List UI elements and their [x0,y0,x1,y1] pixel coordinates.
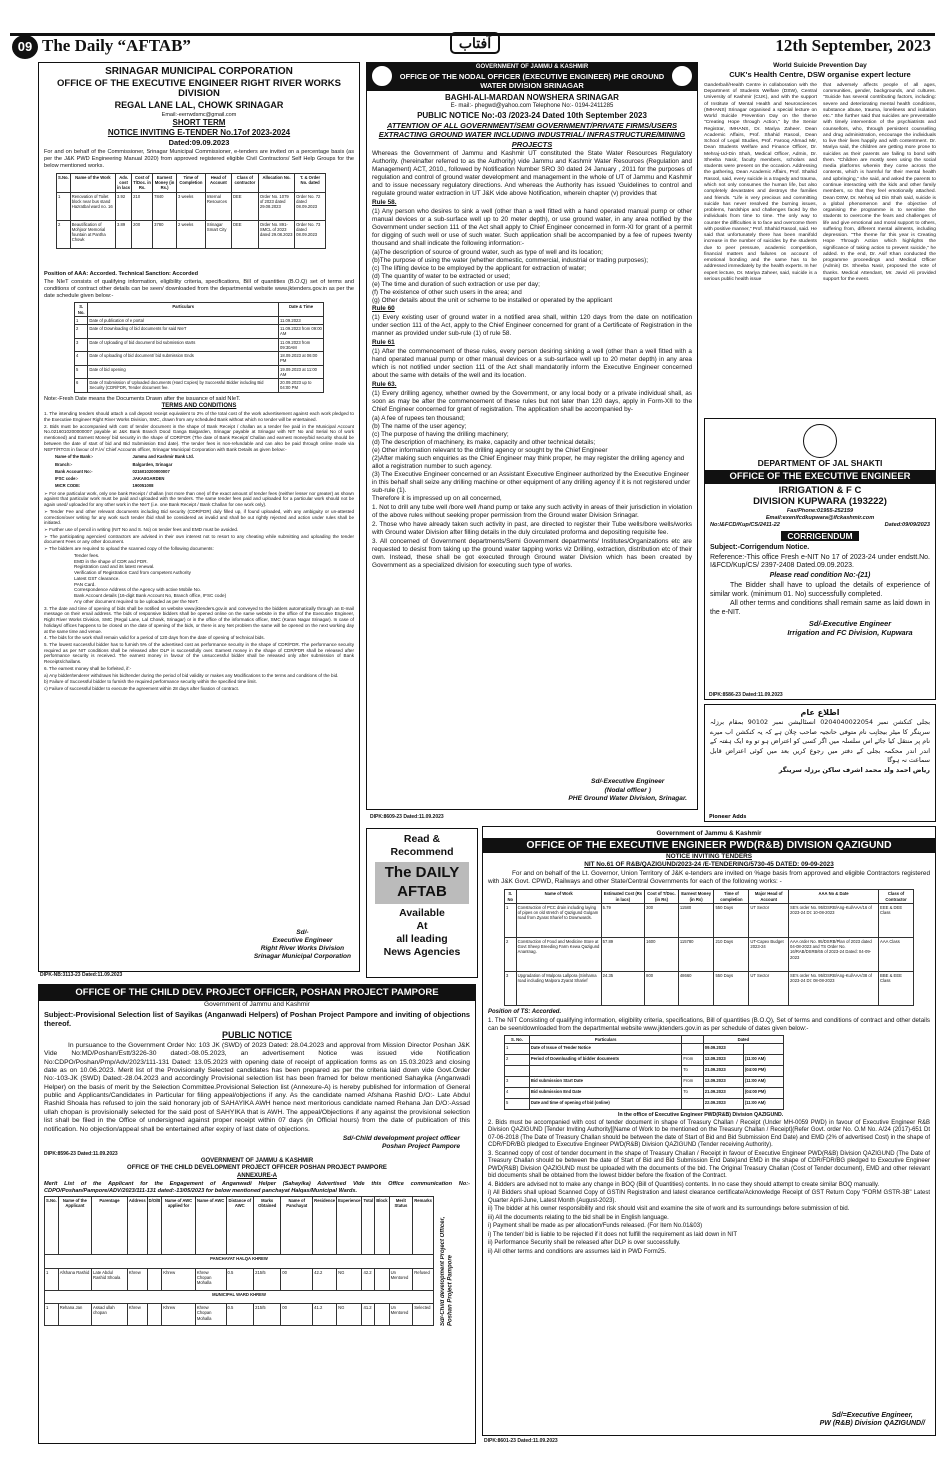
list-item: 3. Scanned copy of cost of tender document in the shape of Treasury Challan / Receipt in favour of Executive Engineer PWD(R&B) Division QAZIGUND (The Date of Treasury Challan should be between the date of Start of Bid and Bid Submission End Date)and EMD in the shape of CDR/FDR/BG pledged to Executive Engineer PWD(R&B) Division QAZIGUND must be uploaded with the documents of the bid. The Original Treasury Challan (Cost of Tender document), EMD and other relevant bid documents shall be obtained from the lowest bidder before the fixation of the Contract. [488,1150,930,1179]
phe-attention: ATTENTION OF ALL GOVERNMENT/SEMI GOVERNMENT/PRIVATE FIRMS/USERS EXTRACTING GROUND WATER INCLUDING INDUSTRIAL/ INFRASTRUCTURE/MINING PROJECTS [378,120,686,149]
promo-line: Read & [403,833,441,845]
table-row: 5 Date of bid opening 19.09.2023 at 11:00 AM [75,365,324,379]
smc-intro: For and on behalf of the Commissioner, Srinagar Municipal Commissioner, e-tenders are invited on a percentage basis (as per the J&K PWD Engineering Manual 2020) from approved registered eligible Civil Contractors/ Self Help Groups for the below mentioned works. [44,148,354,169]
pwd-govt: Government of Jammu & Kashmir [656,830,762,837]
list-item: ➢ Further use of pencil in writing (NIT No and S. No) on tender fees and EMD must be avoided. [44,527,239,533]
smc-cond-2: 2. Bids must be accompanied with cost of tender document in the shape of Bank Receipt / challan as a tender fee paid in the Municipal Account No.0216010200000007 payable at J&K Bank Branch Dood Ganga Balgarden, Srinagar payable at Srinagar with NIT No and Serial No of work mentioned) and Earnest Money/ bid security in the shape of CDR/FDR (The date of Bank Receipt/ Challan and earnest money/bid security should be between the date of start of bid and Bid Submission End date). The tender fees is non-refundable and can also be paid through online mode via NEFT/RTGS in favour of F./A/ Chief Accounts officer, Srinagar Municipal Corporation with Bank Details as given below:- [44,423,354,452]
merit-list-table [44,1196,434,1326]
read-recommend-promo [366,828,478,978]
jal-fax: Fax/Phone:01955-252159 [786,508,854,515]
table-row: To 21.09.2023 (04:00 PM) [505,1066,784,1077]
smc-note: Note:-Fresh Date means the Documents Drawn after the issuance of said NIeT. [44,395,241,402]
table-row: 1 Construction of PCC drain including laying of pipes on old stretch of Qazigund Gulgam road from Zyarat Sharief to Downwards. 5.79 300 11580 550 Days UT Sector SE's order No. 95/DSRB/Ang-Kul/AAA/16 of 2023-24 Dt: 10-08-2023 EEE & DEE Class [505,903,914,937]
smc-email: Email:-eerrwdsmc@gmail.com [161,111,237,118]
table-row: 1 Rehana Jan Assad ullah chopan Khrew Khrew Khrew Chopan Mohalla 0.5 215/5 00 41.2 NG 41.2 Un Mentored Selected [45,1304,434,1326]
promo-brand: AFTAB [397,883,447,900]
annex-govt: GOVERNMENT OF JAMMU & KASHMIR [200,1157,314,1164]
article-column-2: that adversely affects people of all ages, communities, gender, backgrounds, and cultures. "Suicide has several contributing factors, including: severe and deteriorating mental health conditions, substance abuse, trauma, loneliness and isolation etc." She further said that suicides are preventable with timely intervention of the psychiatrists and counsellors, who, through persistent counselling and drug administration, encourage the individuals to live their lives happily and with contentment. Dr. Mariya said, the children are getting more prone to suicides as their parents are failing to bond with them. "Children are mostly seen using the social media platforms wherein they come across the contents, which is harmful for their mental health and upbringing," she said, and asked the parents to continue interacting with the kids and other family members, so that they feel emotionally attached. Dean DSW, Dr. Mehraj ud Din Shah said, suicide is a global phenomenon and the objective of organising the programme is to sensitise the students to overcome the fears and challenges of life and give emotional and moral support to others, suffering from, different mental ailments, including depression. "The theme for this year is Creating Hope Through Action which highlights the significance of taking action to prevent suicide," he added. In the end, Dr. Asif Khan conducted the programme proceedings and Medical Officer (Admin) Dr. Sheeba Nasir, proposed the vote of thanks. Medical Attendant, Mr. Javid Ali provided support for the event. [823,82,936,282]
table-row: 1 Date of Issue of Tender Notice 09.09.2023 [505,1044,784,1055]
page-number: 09 [12,35,38,59]
article-headline: CUK's Health Centre, DSW organise expert lecture [729,70,911,80]
jk-emblem-icon [371,65,393,87]
phe-para-5: (1) Every drilling agency, whether owned by the Government, or any local body or a private individual shall, as soon as may be after the commencement of these rules but not later than 120 days, apply in Form-XII to the Chief Engineer concerned for grant of registration. The application shall be accompanied by- [372,389,692,413]
child-dev-public-notice [38,984,476,1444]
pwd-cond-1: 1. The NIT Consisting of qualifying information, eligibility criteria, specifications, Bill of quantities (B.O.Q), Set of terms and conditions of contract and other details can be seen/downloaded from the departmental website www.jktenders.gov.in as per schedule of dates given below:- [488,1017,930,1032]
jal-subject: Subject:-Corrigendum Notice. [710,543,810,551]
pwd-ts-position: Position of TS: Accorded. [488,1008,562,1015]
urdu-public-notice [704,704,936,822]
newspaper-name: The Daily “AFTAB” [42,36,191,55]
table-header-row: S. No. Particulars Dated [505,1035,784,1043]
table-row: 2 Construction of Food and Medicine Store at Govt Sheep Breeding Farm Kewa Qazigund Anantnag. 57.89 1600 115780 210 Days UT-Capex Budget 2023-24 AAA order No. 95/DSRB/Plan of 2023 dated 04-08-2023 and TS Order No. 16/RAB/DSRB/65 of 2023-24 Dated: 04-09-2023 AAA Class [505,937,914,971]
cdpo-subject: Subject:-Provisional Selection list of Sayikas (Anganwadi Helpers) of Poshan Project Pampore and inviting of objections thereof. [44,1010,470,1029]
promo-brand: The DAILY [384,864,460,882]
urdu-title: اطلاع عام [800,708,840,717]
phe-rule63-list: (a) A fee of rupees ten thousand; (b) The name of the user agency; (c) The purpose of having the drilling machinery; (d) The description of machinery, its make, capacity and other technical details; (e) Other information relevant to the drilling agency or sought by the Chief Engineer (2)After making such enquiries as the Chief Engineer may think proper, he may register the drilling agency and allot a registration number to such agency. (3) The Executive Engineer concerned or an Assistant Executive Engineer authorized by the Executive Engineer in this behalf shall seize any drilling machine or other equipment of any drilling agency if it is not registered under sub-rule (1). [372,414,691,494]
cdpo-dipk: DIPK:8596-23 Dated:11.09.2023 [44,1151,118,1158]
smc-title: SRINAGAR MUNICIPAL CORPORATION [105,66,293,77]
pioneer-adds: Pioneer Adds [709,813,747,820]
jal-office: OFFICE OF THE EXECUTIVE ENGINEER [705,470,935,484]
cdpo-govt: Government of Jammu and Kashmir [204,1000,310,1008]
table-row: 5 Date and time of opening of bid (online) 22.09.2023 (11:00 AM) [505,1099,784,1110]
smc-short-term: SHORT TERM [172,118,226,128]
phe-item-3: 3. All concerned of Government departments/Semi Government departments/ Institutes/Organizations etc are requested to desist from taking up the ground water tapping works viz Drilling, extraction, distribution etc of their own. Instead, these shall be got executed through Ground water Division which has been created by Government as a specialized division for executing such type of works. [372,537,692,569]
smc-cond-c: c) Failure of successful bidder to execute the agreement within 28 days after fixation of contract. [44,686,240,692]
pwd-schedule-note: In the office of Executive Engineer PWD(R&B) Division QAZIGUND. [618,1112,784,1118]
table-row: 3 Bid submission Start Date From 12.09.2023 (11:00 AM) [505,1077,784,1088]
pwd-works-table [504,889,914,1006]
phe-signature: Sd/-Executive Engineer (Nodal officer ) PHE Ground Water Division, Srinagar. [568,778,687,802]
table-header-row: S. No Name of Work Estimated Cost (Rs in lacs) Cost of T/Doc. (in Rs) Earnest Money (in Rs) Time of completion Major Head of Account AAA No & Date Class of Contractor [505,890,914,904]
jal-corrigendum-label: CORRIGENDUM [781,531,858,541]
smc-cond-3: 3. The date and time of opening of bids shall be notified on website www.jktenders.gov.in and conveyed to the bidders automatically through an E-mail message on their email address. The bids of responsive bidders shall be opened online on the same website in the office of the Executive Engineer, Right River Works Division, SMC (Regal Lane, Lal Chowk, Srinagar) or in the office of the informatics officer, SMC (Karan Nagar Srinagar). In case of holidays/ offices happens to be closed on the date of opening of the bids, or there is any Net problem the same will be opened on the next working day at the same time and venue. [44,605,354,634]
table-row: 1 Date of publication of e portal 11.09.2023 [75,316,324,324]
article-column-1: Ganderbal//Health Centre in collaboration with the Department of Students Welfare (DSW), Central University of Kashmir (CUK), and with the support of Institute of Mental Health and Neurosciences (IMHANS) Srinagar organised a special lecture on World Suicide Prevention Day on the theme "Creating Hope through Action," by the Senior Registrar, IMHANS, Dr. Mariya Zaheer. Dean Academic Affairs, Prof. Shahid Rasool, Dean School of Legal Studies, Prof. Farooq Ahmad Mir, Dean Students Welfare and Finance Officer, Dr. Mehraj-Ud-Din Shah, Medical Officer, Admin, Dr. Sheeba Nasir, faculty members, scholars and students were present on the occasion. Addressing the gathering, Dean Academic Affairs, Prof. Shahid Rasool, said, every suicide is a tragedy and trauma, which not only consumes the human life, but also completely devastates and destroys the families and friends. "Life is very precious and committing suicide has never resolved the burning issues, problems, hardships and challenges faced by the individuals from time to time. The only way to counter the difficulties is to face and overcome them with positive manner," Prof. Shahid Rasool, said. He said that unfortunately there has been manifold increase in the number of suicides by the students due to peer pressure, academic competition, financial matters and failures on account of emotional bonding and the same has to be addressed immediately by the health experts. In her expert lecture, Dr. Mariya Zaheer, said, suicide is a serious public health issue [704,82,817,282]
jal-signature: Sd/-Executive Engineer Irrigation and FC Division, Kupwara [787,618,913,638]
jal-shakti-corrigendum [704,418,936,700]
article-kicker: World Suicide Prevention Day [773,62,867,69]
smc-address: REGAL LANE LAL, CHOWK SRINAGAR [114,100,284,111]
list-item: iii) All the documents relating to the bid shall be in English language. [488,1214,669,1221]
table-row: 4 Date of uploading of bid document/ bid submission Ends 18.09.2023 at 06:00 PM [75,352,324,366]
phe-para-3: (1) Every existing user of ground water in a notified area shall, within 120 days from the date on notification under section 111 of the Act, apply to the Chief Engineer concerned for grant of a Certificate of Registration in the manner as provided under sub-rule (1) of rule 58. [372,313,692,337]
issue-date: 12th September, 2023 [775,36,931,55]
pwd-conditions [488,1120,930,1257]
pwd-nit-no: NIT No.61 OF R&B/QAZIGUND/2023-24 /E-TENDERING/5730-45 DATED: 09-09-2023 [584,861,834,869]
table-row: 1 Afshana Rashid Late Abdul Rashid Shoala Khrew Khrew Khrew Chopan Mohalla 0.5 215/5 00 42.2 NG 42.2 Un Mentored Refused [45,1268,434,1290]
table-section-row: PANCHAYAT HALQA KHREW [45,1255,434,1269]
smc-signature: Sd/- Executive Engineer Right River Works Division Srinagar Municipal Corporation [253,928,351,960]
phe-therefore: Therefore it is impressed up on all concerned, [372,494,502,502]
phe-rule58-list: (a)The description of source of ground water, such as type of well and its location; (b)The purpose of using the water (whether domestic, commercial, industrial or trading purposes); (c) The lifting device to be employed by the applicant for extraction of water; (d) The quantity of water to be extracted or used; (e) The time and duration of such extraction or use per day; (f) The existence of other such users in the area; and (g) Other details about the unit or scheme to be installed or operated by the applicant [372,248,648,304]
table-row: 4 Bid submission End Date To 21.09.2023 (04:00 PM) [505,1088,784,1099]
suicide-prevention-article [704,62,936,414]
smc-cond-6: 6. The earnest money shall be forfeited, if:- [44,665,132,671]
smc-doc-list: Tender fees. EMD in the shape of CDR and FDR. Registration card and its latest renewal. Verification of Registration Card from competent Authority Latest GST clearance. PAN Card. Correspondence Address of the Agency with active Mobile No. Bank Account details (16-digit Bank Account No, Branch office, IFSC code) Any other document required to be uploaded as per the NIeT. [74,552,227,604]
list-item: i) The tender/ bid is liable to be rejected if it does not fulfill the requirement as laid down in NIT [488,1231,738,1238]
jal-para-1: The Bidder shall have to upload the details of experience of similar work. (minimum 01. No) successfully completed. [710,581,930,598]
col-order: T. & Order No. dated [295,173,326,192]
phe-notice-no: PUBLIC NOTICE No:-03 /2023-24 Dated 10th September 2023 [417,110,647,120]
promo-line: Available [399,906,445,919]
promo-line: Recommend [390,846,454,859]
list-item: ii) The bidder at his owner responsibility and risk should visit and examine the site of work and its surroundings before submission of bid. [488,1206,850,1212]
promo-line: At [416,919,428,932]
phe-contact: E- mail:- phegwd@yahoo.com Telephone No:- 0194-2411285 [450,103,614,110]
jal-email: Email:exenifcdkupwara@ifckashmir.com [765,515,875,522]
col-time: Time of Completion [176,173,205,192]
urdu-signature: ریاض احمد ولد محمد اشرف ساکن برزلہ سرینگر [778,766,930,775]
smc-cond-a: a) Any bidder/tenderer withdraws his bid/tender during the period of bid validity or makes any Modifications to the terms and conditions of the bid. [44,672,339,678]
pwd-office: OFFICE OF THE EXECUTIVE ENGINEER PWD(R&B) DIVISION QAZIGUND [483,838,935,853]
col-class: Class of contractor [231,173,258,192]
smc-works-table [56,173,326,249]
list-item: ➢ The bidders are required to upload the scanned copy of the following documents: [44,546,214,552]
phe-public-notice [366,62,698,810]
table-row: 6 Date of Submission of Uploaded documents (Hard Copies) by Successful Bidder including Bid Security (CDR/FDR, Tender document fee. 20.09.2023 up to 04:00 PM [75,379,324,393]
list-item: ➢ The participating agencies/ contractors are advised in their own interest not to resort to any cheating while submitting and uploading the tender document Fees or any other document. [44,533,355,545]
phe-govt: GOVERNMENT OF JAMMU & KASHMIR OFFICE OF THE NODAL OFFICER (EXECUTIVE ENGINEER) PHE GROUND WATER DIVISION SRINAGAR [367,63,697,91]
cdpo-office: OFFICE OF THE CHILD DEV. PROJECT OFFICER, POSHAN PROJECT PAMPORE [39,985,475,1001]
urdu-body: بجلی کنکشن نمبر 0204040022054 انسٹالیشن نمبر 90102 بمقام برزلہ سرینگر کا میٹر بیجانِب نام متوفی حانجیہ صاحب چلان ہے کہ یہ کنکشن اب میرے نام پر منتقل کیا جائے اس سلسلہ میں اگر کسی کو اعتراض ہو تو وہ ایک ہفتہ کے اندر اندر محکمہ بجلی کے دفتر میں رجوع کریں بعد میں کوئی اعتراض قابل سماعت نہ ہوگا [710,718,930,765]
annex-office: OFFICE OF THE CHILD DEVELOPMENT PROJECT OFFICER POSHAN PROJECT PAMPORE [127,1165,387,1172]
list-item: ii) Performance Security shall be released after DLP is over successfully. [488,1240,681,1246]
col-doc: Cost of T/Doc. in Rs. [133,174,151,191]
pwd-dipk: DIPK:8601-23 Dated:11.09.2023 [484,1438,558,1444]
smc-nit-title: NOTICE INVITING E-TENDER No.17of 2023-2024 [107,128,291,138]
smc-dated: Dated:09.09.2023 [168,138,230,148]
cdpo-body: In pursuance to the Government Order No: 103 JK (SWD) of 2023 Dated: 28.04.2023 and approval from Mission Director Poshan J&K Vide No:MD/Poshan/Estt/3226-30 dated:-08.05.2023, an advertisement Notice was issued vide Notification No:CDPO/Poshan/Pmp/Adv/2023/111-131 Dated: 13.05.2023 with opening date of receipt of application forms as on 15.03.2023 and closing date as on 10.06.2023. Merit list of the Provisionally Selected candidates has been prepared as per the criteria laid down vide Govt.Order No:-103-JK (SWD) Dated:-28.04.2023 and accordingly Provisional selection list has been framed for below mentioned Sahayika (Anganwadi Helper) on the basis of merit by the Selection Committee.Provisional Selection list (Annexure-A) is hereby published for information of General public and Applicants/Candidates in Particular for filing appeal/objections if any. As the candidate named Afshana Rashid D/O:- Late Abdul Rashid Shoala has refused to join the said honorary job of SAHAYIKA AWH hence next meritorious candidate named Rehana Jan D/O:-Assad ullah chopan is provisionally selected for the said post of SAHYIKA that is AWH. The appeal/Objections if any against the provisional selection list shall be filed in the Office of undersigned against proper receipt within 07 days (in Official hours) from the date of publication of this notification. No objection/appeal shall be entertained after expiry of last date of objections. [44,1041,470,1133]
pwd-schedule-table [504,1035,784,1110]
smc-cond-4: 4. The bids for the work shall remain valid for a period of 120 days from the date of opening of technical bids. [44,635,265,641]
list-item: i) Payment shall be made as per allocation/Funds released. (For Item No.01&03) [488,1223,703,1229]
jal-dated: Dated:09/09/2023 [884,522,930,529]
phe-rule-63: Rule 63. [372,380,397,388]
table-header-row [57,173,326,192]
col-em: Earnest Money (in Rs.) [153,173,177,192]
jal-irrigation: IRRIGATION & F C [778,484,862,496]
cdpo-signature: Sd/-Child development project officer Poshan Project Pampore [342,1134,460,1151]
table-row: 1 Renovation of Toilet block near bus stand Hazratbal ward no. 16 3.92 210 7840 3 weeks Internal Resources DEE Order No. 1079 of 2023 dated 29.08.2023 Order No. 72 dated 08.09.2023 [57,192,326,220]
phe-dipk: DIPK:8609-23 Dated:11.09.2023 [370,814,444,820]
jal-division: DIVISION KUPWARA (193222) [753,496,887,508]
list-item: 2. Bids must be accompanied with cost of tender document in shape of Treasury Challan / Receipt (Under MH-0059 PWD) in favour of Executive Engineer R&B Division QAZIGUND [Tender Inviting Authority][Name of Work to be mentioned on the Treasury Challan / Receipt](Refer Govt. order No. O.M No. A/24 (2017)-651 Dt 07-06-2018 (The Date of Treasury Challan should be between the date of Start of Bid and Bid Submission End Date) and EMD (2% of advertised Cost) in the shape of CDR/FDR/BG pledged to Executive Engineer PWD(R&B) Division QAZIGUND (Tender receiving Authority). [488,1119,930,1148]
table-section-row: MUNICIPAL WARD KHREW [45,1290,434,1304]
col-cost: Adv. cost in lacs [117,174,131,191]
smc-cond-5: 5. The lowest successful bidder has to furnish 5% of the advertised cost as performance security in the shape of CDR/FDR. The performance security required as per NIT conditions shall be released after DLP is successfully over. Earnest money in the shape of CDR/FDR shall be released after performance security is received. The earnest money in favour of the unsuccessful bidder shall be released only after submission of Bank Receipts/challans. [44,641,354,665]
smc-tender-notice [38,62,360,972]
jal-dept: DEPARTMENT OF JAL SHAKTI [757,458,883,468]
col-sno: S.No. [57,173,71,192]
phe-para-4: (1) After the commencement of these rules, every person desiring sinking a well (other than a well fitted with a hand operated manual pump or other manual devices or a sub-surface well up to 20 meter depth) in any area which is not notified under section 111 of the Act shall mandatorily inform the Executive Engineer concerned about the same with details of the well and its location. [372,347,692,379]
col-head: Head of Account [205,173,231,192]
list-item: 4. Bidders are advised not to make any change in BOQ (Bill of Quantities) contents. In no case they should attempt to create similar BOQ manually. [488,1181,880,1188]
table-header-row: S.No. Name of the Applicant Parentage Address D/O/B Name of AWC applied for Name of AWC Distance of AWC Marks Obtained Name of Panchayat Residence Experience Total Block Merit Status Remarks [45,1197,434,1255]
table-row: 3 Date of Uploading of bid document/ bid submission starts 11.09.2023 from 09:30AM [75,338,324,352]
list-item: i) All Bidders shall upload Scanned Copy of GSTIN Registration and latest clearance certificate/Acknowledge Receipt of GST Return Copy "FORM GSTR-3B" Latest Quarter April-June, Latest Month (August-2023). [488,1190,930,1204]
col-alloc: Allocation No. [258,173,294,192]
jal-shakti-emblem-icon [803,424,837,458]
phe-item-2: 2. Those who have already taken such activity in past, are directed to register their Tube wells/bore wells/works with Ground water Division after filling details in the duly circulated proforma and depositing requisite fee. [372,520,692,536]
phe-rule-60: Rule 60 [372,304,395,312]
smc-cond-b: b) Failure of Successful bidder to furnish the required performance security within the specified time limit. [44,679,257,685]
list-item: ➢ Tender Fee and other relevant documents including Bid security (CDR/FDR) duly filled up, if found uploaded, with any ambiguity or un-attested correction/over writing for any work such tender /bid shall be considered as invalid and shall be out rightly rejected and action under rules shall be initiated. [44,508,354,526]
jal-dipk: DIPK:8586-23 Dated:11.09.2023 [709,691,783,698]
smc-bank-details: Name of the Bank:- Jammu and Kashmir Bank Ltd. Branch:- Balgarden, Srinagar Bank Account No:- 0216010200000007 IFSC code:- JAKA0GARDEN MICR CODE: 190051008 [55,454,194,489]
smc-aaa: Position of AAA: Accorded. Technical Sanction: Accorded [44,270,199,277]
phe-rule-61: Rule 61 [372,338,395,346]
col-work: Name of the Work [70,173,115,192]
pwd-qazigund-nit [482,826,936,1436]
pwd-intro: For and on behalf of the Lt. Governor, Union Territory of J&K e-tenders are invited on %age basis from approved and eligible Contractors registered with J&K Govt. CPWD, Railways and other State/Central Governments for each of the following works: - [488,870,930,886]
smc-office: OFFICE OF THE EXECUTIVE ENGINEER RIGHT RIVER WORKS DIVISION [57,77,341,100]
jal-reference: Reference:-This office Fresh e-NIT No 17 of 2023-24 under endstt.No. I&FCD/Kup/CS/ 2397-2408 Dated.09.09.2023. [710,553,930,570]
pwd-signature: Sd/=Executive Engineer, PW (R&B) Division QAZIGUND// [819,1411,925,1428]
jal-no: No:I&FCD/Kup/CS/2411-22 [710,522,780,529]
annex-title: ANNEXURE-A [236,1172,277,1179]
smc-dipk: DIPK-NB:3113-23 Dated:11.09.2023 [40,972,123,978]
smc-schedule-table [74,302,324,392]
national-emblem-icon [671,65,693,87]
promo-line: all leading [396,933,448,945]
smc-cond-1: 1. The intending tenders should attach a call deposit receipt equivalent to 2% of the total cost of the work advertisement against each work pledged to the Executive Engineer Right River Works Division, SMC, drawn from any scheduled Bank without which no tender will be entertained. [44,411,354,422]
list-item: ➢ For one particular work, only one bank Receipt / challan (not more than one) of the exact amount of tender fees (neither lesser nor greater) as shown against that particular work must be paid and uploaded with the tenders. The same tender fees paid and uploaded for a particular work should not be again used/ uploaded for any other work in the NIeT (i.e. one Bank Receipt / Bank Challan for one work only). [44,490,354,508]
jal-para-2: All other terms and conditions shall remain same as laid down in the e-NIT. [710,600,930,617]
phe-para-1: Whereas the Government of Jammu and Kashmir UT constituted the State Water Resources Regulatory Authority. (hereinafter referred to as the Authority) vide Jammu and Kashmir Water Resources (Regulation and Management) ACT, 2010., followed by Notification Number SRO 30 dated 24 January , 2011 for the purposes of regulation and control of ground water development and management in the whole of UT of Jammu and Kashmir and to issue necessary regulatory directions. And whereas the Authority has issued 'Guidelines to control and regulate ground water extraction in UT J&K vide above Notification, wherein chapter (v) provides that [372,149,692,197]
cdpo-public-notice-title: PUBLIC NOTICE [221,1029,292,1040]
newspaper-logo: آفتاب [450,32,500,54]
phe-para-2: (1) Any person who desires to sink a well (other than a well fitted with a hand operated manual pump or other manual devices or a sub-surface well up to 20 meter depth), or use ground water, in any area notified by the Government under section 111 of the Act shall apply to Chief Engineer concerned in form-XI for grant of a permit for digging of such well or use of such water. Such application shall be accompanied by a fee of rupees twenty thousand and shall indicate the following information:- [372,207,692,247]
smc-terms-title: TERMS AND CONDITIONS [161,402,237,409]
phe-rule-58: Rule 58. [372,198,397,206]
table-row: 3 Upgradation of Malpora Lallpora (Sinhama road including Malpora Zyarat Sharief 24.35 800 48660 550 Days UT Sector SE's order No. 95/DSRB/Ang-Kul/AAA/38 of 2023-24 Dt: 08-08-2023 BBE & EEE Class [505,971,914,1005]
annex-desc: Merit List of the Applicant for the Engagement of Anganwadi Helper (Sahayika) Advertised Vide this Office communication No:-CDPO/Poshan/Pampore/ADV/2023/111-131 dated:-13/05/2023 for below mentioned panchayat Halqas/Municipal Wards. [44,1181,470,1195]
annex-side-signature: Sd/-Child development Project Officer, Poshan Project Pampore [440,1216,454,1327]
table-row: 2 Date of Downloading of bid documents for said NIeT 11.09.2023 from 09:00 AM [76,326,322,337]
table-header-row: S. No. Particulars Date & Time [75,303,324,317]
phe-address: BAGHI-ALI-MARDAN NOWSHERA SRINAGAR [445,93,619,103]
table-row: 2 Beautification of Mohjoor Memorial fountain at Pantha Chowk 3.89 200 3780 2 weeks Srinagar Smart City DEE Order No. 891-SMCL of 2023 dated 29.08.2023 Order No. 73 dated 08.09.2023 [57,220,326,248]
pwd-nit-title: NOTICE INVITING TENDERS [666,853,752,861]
promo-line: News Agencies [383,946,461,959]
jal-read: Please read condition No:-(21) [769,572,871,580]
phe-item-1: 1. Not to drill any tube well /bore well /hand pump or take any such activity in areas of their jurisdiction in violation of the above rules without seeking proper permission from the Ground water Division Srinagar. [372,503,692,519]
smc-para: The NIeT consists of qualifying information, eligibility criteria, specifications, Bill of quantities (B.O.Q) set of terms and conditions of contract other details can be seen/ downloaded from the departmental website www.jktenders.gov.in as per the date schedule given below:- [44,278,354,299]
list-item: ii) All other terms and conditions are assumes laid in PWD Form25. [488,1248,667,1255]
table-row: 2 Period of Downloading of bidder documents From 12.09.2023 (11:00 AM) [505,1055,784,1066]
